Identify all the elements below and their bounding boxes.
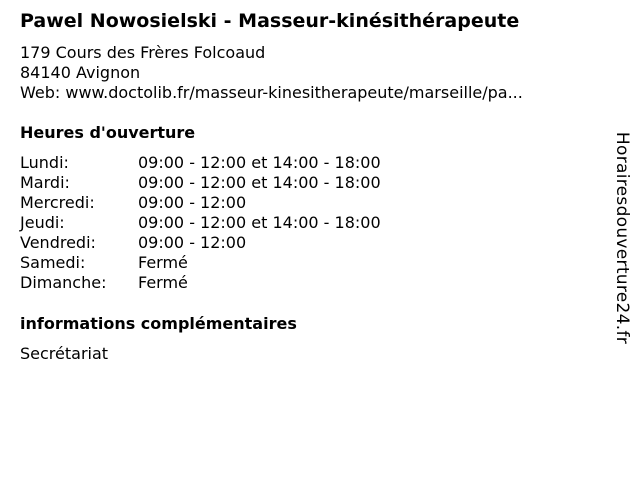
address-block bbox=[20, 43, 523, 103]
day-label: Dimanche: bbox=[20, 273, 107, 292]
day-label: Jeudi: bbox=[20, 213, 65, 232]
day-hours: 09:00 - 12:00 bbox=[138, 193, 247, 212]
hours-row-jeudi bbox=[20, 213, 381, 233]
day-label: Mercredi: bbox=[20, 193, 95, 212]
postal-city: 84140 Avignon bbox=[20, 63, 141, 82]
hours-row-samedi bbox=[20, 253, 381, 273]
day-label: Samedi: bbox=[20, 253, 86, 272]
hours-row-mardi bbox=[20, 173, 381, 193]
hours-row-dimanche bbox=[20, 273, 381, 293]
day-label: Mardi: bbox=[20, 173, 70, 192]
day-hours: Fermé bbox=[138, 273, 188, 292]
hours-row-lundi bbox=[20, 153, 381, 173]
day-hours: 09:00 - 12:00 et 14:00 - 18:00 bbox=[138, 153, 381, 172]
website-line: Web: www.doctolib.fr/masseur-kinesitherapeute/marseille/pa... bbox=[20, 83, 523, 102]
hours-row-mercredi bbox=[20, 193, 381, 213]
watermark-text: Horairesdouverture24.fr bbox=[612, 131, 632, 345]
info-text: Secrétariat bbox=[20, 344, 109, 363]
day-label: Lundi: bbox=[20, 153, 69, 172]
opening-hours-list bbox=[20, 153, 381, 293]
hours-heading: Heures d'ouverture bbox=[20, 123, 196, 142]
hours-row-vendredi bbox=[20, 233, 381, 253]
info-heading: informations complémentaires bbox=[20, 314, 297, 333]
day-hours: 09:00 - 12:00 bbox=[138, 233, 247, 252]
street-address: 179 Cours des Frères Folcoaud bbox=[20, 43, 266, 62]
day-hours: 09:00 - 12:00 et 14:00 - 18:00 bbox=[138, 213, 381, 232]
day-label: Vendredi: bbox=[20, 233, 96, 252]
day-hours: Fermé bbox=[138, 253, 188, 272]
business-title: Pawel Nowosielski - Masseur-kinésithérapeute bbox=[20, 10, 520, 32]
day-hours: 09:00 - 12:00 et 14:00 - 18:00 bbox=[138, 173, 381, 192]
